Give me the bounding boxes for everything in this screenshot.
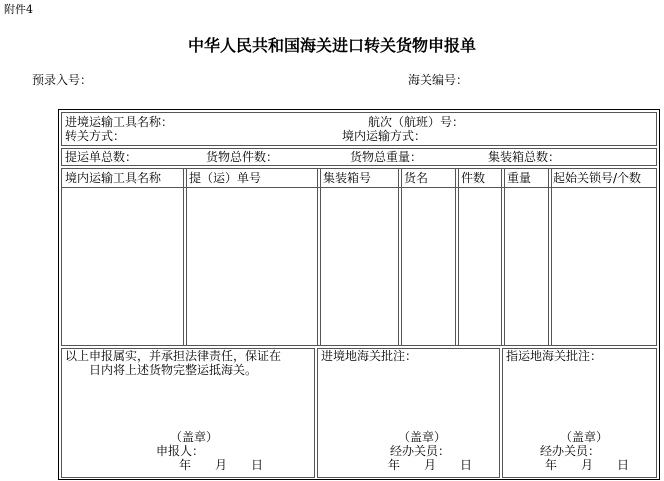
- piece-count-label: 货物总件数：: [206, 150, 279, 164]
- container-count-label: 集装箱总数：: [488, 150, 561, 164]
- domestic-transport-mode-label: 境内运输方式：: [342, 129, 427, 143]
- column-header-seal-number: 起始关锁号/个数: [553, 171, 642, 185]
- customs-number-label: 海关编号：: [408, 73, 469, 87]
- destination-customs-seal-label: （盖章）: [560, 430, 609, 444]
- pre-entry-number-label: 预录入号：: [32, 73, 93, 87]
- column-divider: [320, 169, 321, 345]
- declarant-seal-label: （盖章）: [170, 430, 219, 444]
- attachment-label: 附件4: [4, 3, 33, 16]
- column-header-goods-name: 货名: [404, 171, 429, 185]
- declarant-box: [61, 348, 315, 478]
- column-header-weight: 重量: [507, 171, 532, 185]
- bill-count-label: 提运单总数：: [65, 150, 138, 164]
- column-divider: [501, 169, 502, 345]
- declaration-statement-line1: 以上申报属实，并承担法律责任，保证在: [65, 349, 282, 363]
- voyage-number-label: 航次（航班）号：: [368, 115, 465, 129]
- column-divider: [401, 169, 402, 345]
- entry-customs-seal-label: （盖章）: [398, 430, 447, 444]
- column-divider: [317, 169, 318, 345]
- declaration-form: [58, 109, 660, 480]
- column-divider: [186, 169, 187, 345]
- destination-customs-officer-label: 经办关员：: [540, 444, 601, 458]
- destination-customs-heading: 指运地海关批注：: [506, 349, 603, 363]
- destination-customs-box: [502, 348, 657, 478]
- column-header-bill-number: 提（运）单号: [189, 171, 262, 185]
- declarant-label: 申报人：: [156, 444, 205, 458]
- declaration-statement-line2: 日内将上述货物完整运抵海关。: [89, 363, 258, 377]
- entry-customs-heading: 进境地海关批注：: [321, 349, 418, 363]
- transport-info-section: [61, 112, 657, 146]
- inbound-vehicle-name-label: 进境运输工具名称：: [65, 115, 174, 129]
- column-divider: [183, 169, 184, 345]
- column-divider: [504, 169, 505, 345]
- totals-section: [61, 148, 657, 166]
- column-header-vehicle-name: 境内运输工具名称: [65, 171, 162, 185]
- transfer-mode-label: 转关方式：: [65, 129, 126, 143]
- total-weight-label: 货物总重量：: [350, 150, 423, 164]
- goods-table: [61, 168, 657, 346]
- form-title: 中华人民共和国海关进口转关货物申报单: [187, 36, 476, 55]
- column-divider: [455, 169, 456, 345]
- column-header-container-number: 集装箱号: [323, 171, 372, 185]
- column-divider: [458, 169, 459, 345]
- declarant-date-label: 年 月 日: [179, 458, 264, 472]
- column-divider: [398, 169, 399, 345]
- destination-customs-date-label: 年 月 日: [545, 458, 630, 472]
- entry-customs-box: [317, 348, 500, 478]
- entry-customs-officer-label: 经办关员：: [390, 444, 451, 458]
- column-header-pieces: 件数: [461, 171, 486, 185]
- entry-customs-date-label: 年 月 日: [388, 458, 473, 472]
- column-divider: [551, 169, 552, 345]
- column-divider: [548, 169, 549, 345]
- table-header-divider: [62, 187, 656, 188]
